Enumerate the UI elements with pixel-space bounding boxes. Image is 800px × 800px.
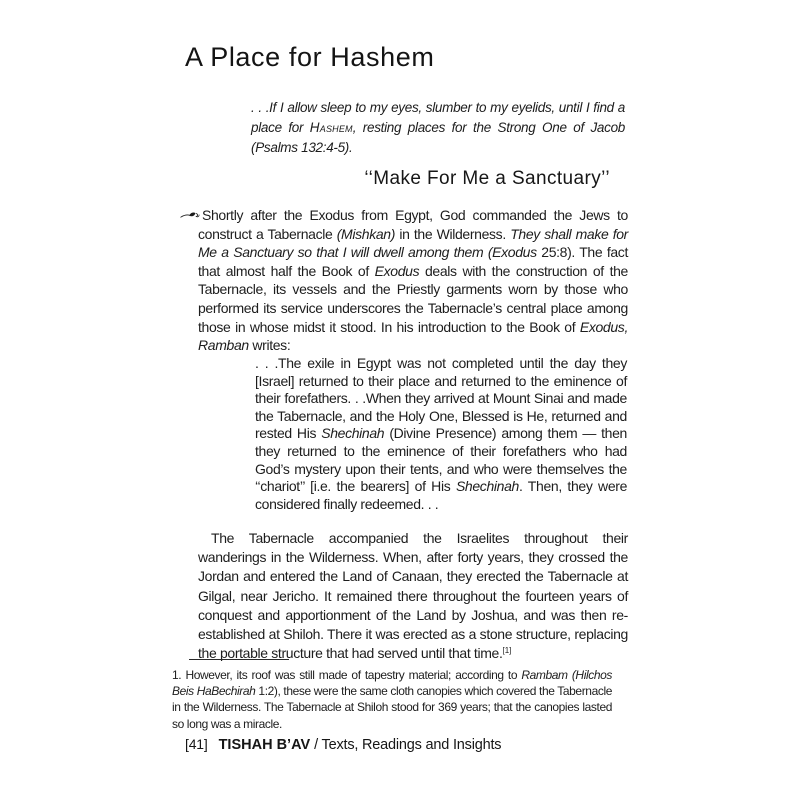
paragraph-intro (198, 206, 628, 355)
page-title: A Place for Hashem (185, 42, 435, 72)
epigraph-quote: . . .If I allow sleep to my eyes, slumber to my eyelids, until I find a place for Hashem, resting places for the Strong One of Jacob (Psalms 132:4-5). (251, 100, 625, 155)
ramban-blockquote: . . .The exile in Egypt was not completed until the day they [Israel] returned to their place and returned to the eminence of their forefathers. . .When they arrived at Mount Sinai and made the Tabernacle, and the Holy One, Blessed is He, returned and rested His Shechinah (Divine Presence) among them — then they returned to the eminence of their forefathers who had God’s mystery upon their tents, and who were themselves the ‘‘chariot’’ [i.e. the bearers] of His Shechinah. Then, they were considered finally redeemed. . . (255, 355, 627, 512)
paragraph-tabernacle: The Tabernacle accompanied the Israelites throughout their wanderings in the Wilderness. When, after forty years, they crossed the Jordan and entered the Land of Canaan, they erected the Tabernacle at Gilgal, near Jericho. It remained there throughout the fourteen years of conquest and apportionment of the Land by Joshua, and was then re-established at Shiloh. There it was erected as a stone structure, replacing the portable structure that had served until that time.[1] (198, 530, 628, 662)
footnote-1: 1. However, its roof was still made of tapestry material; according to Rambam (Hilchos Beis HaBechirah 1:2), these were the same cloth canopies which covered the Tabernacle in the Wilderness. The Tabernacle at Shiloh stood for 369 years; that the canopies lasted so long was a miracle. (172, 668, 612, 731)
paragraph-intro-text: Shortly after the Exodus from Egypt, God commanded the Jews to construct a Tabernacle (Mishkan) in the Wilderness. They shall make for Me a Sanctuary so that I will dwell among them (Exodus 25:8). The fact that almost half the Book of Exodus deals with the construction of the Tabernacle, its vessels and the Priestly garments worn by those who performed its service underscores the Tabernacle’s central place among those in whose midst it stood. In his introduction to the Book of Exodus, Ramban writes: (198, 207, 628, 354)
section-subtitle: ‘‘Make For Me a Sanctuary’’ (364, 168, 610, 189)
footer-book-title: TISHAH B’AV (218, 737, 311, 753)
page-number: [41] (185, 736, 208, 752)
page-footer (185, 736, 501, 753)
footer-section-title: / Texts, Readings and Insights (314, 737, 502, 753)
section-leaf-icon (180, 210, 202, 221)
footnote-divider (189, 659, 289, 660)
